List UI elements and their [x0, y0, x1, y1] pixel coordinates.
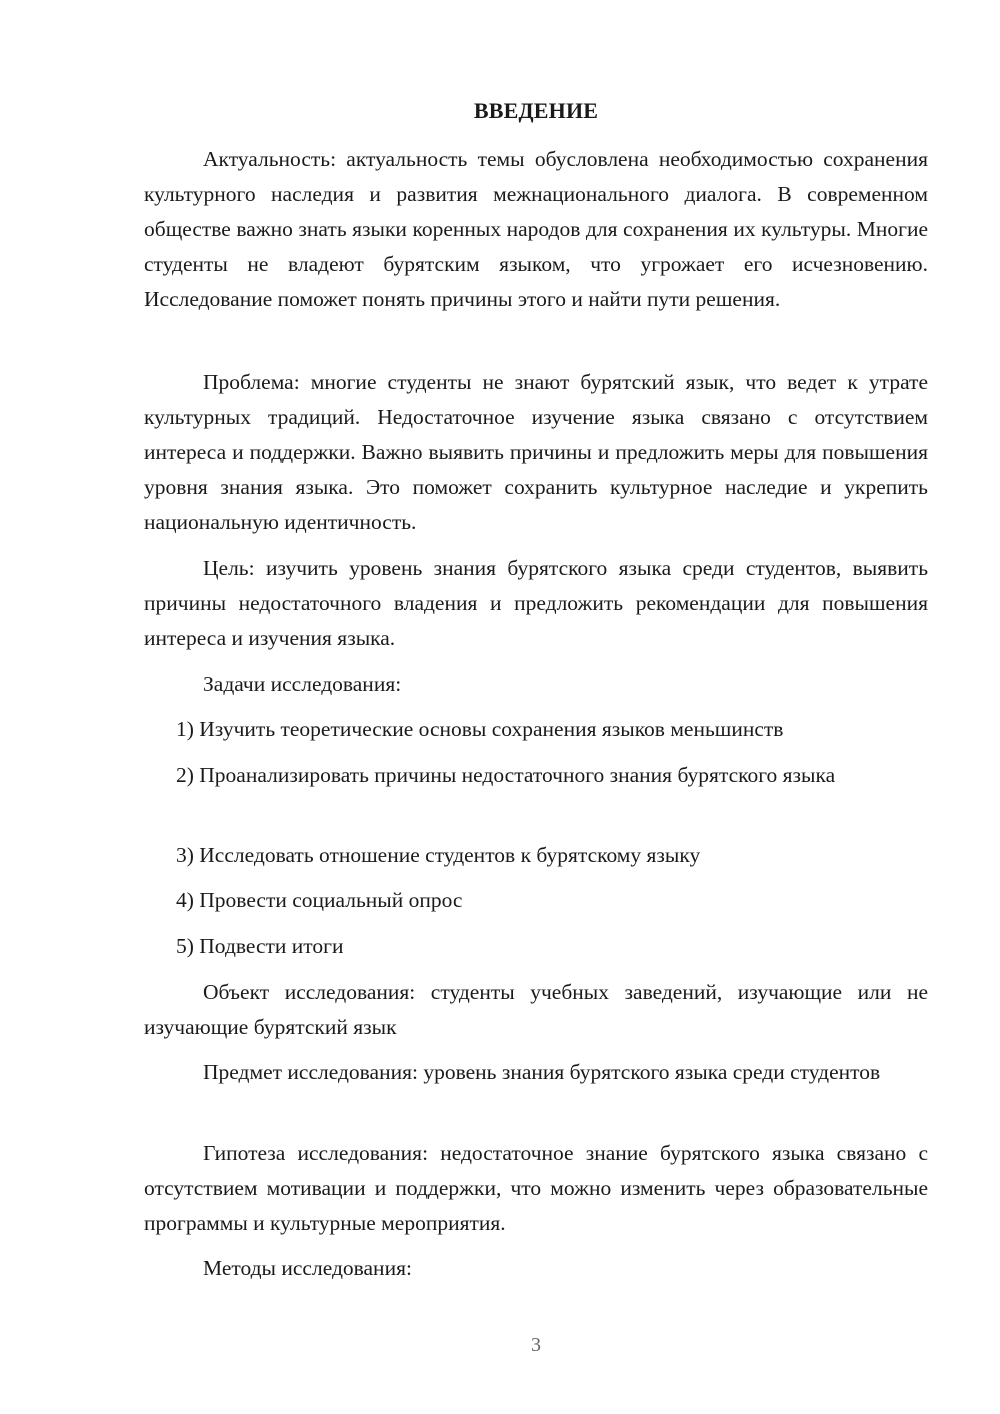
task-item: 1) Изучить теоретические основы сохранения языков меньшинств	[176, 717, 784, 741]
page-title: ВВЕДЕНИЕ	[473, 98, 599, 123]
paragraph-hypothesis: Гипотеза исследования: недостаточное знание бурятского языка связано с отсутствием мотивации и поддержки, что можно изменить через образовательные программы и культурные мероприятия.	[144, 1141, 928, 1235]
task-item: 5) Подвести итоги	[176, 934, 344, 958]
paragraph-object: Объект исследования: студенты учебных заведений, изучающие или не изучающие бурятский язык	[144, 980, 928, 1039]
task-item: 3) Исследовать отношение студентов к бурятскому языку	[176, 843, 701, 867]
task-item: 4) Провести социальный опрос	[176, 888, 463, 912]
methods-heading: Методы исследования:	[203, 1256, 412, 1280]
paragraph-relevance: Актуальность: актуальность темы обусловлена необходимостью сохранения культурного наследия и развития межнационального диалога. В современном обществе важно знать языки коренных народов для сохранения их культуры. Многие студенты не владеют бурятским языком, что угрожает его исчезновению. Исследование поможет понять причины этого и найти пути решения.	[144, 147, 928, 311]
page-number: 3	[531, 1334, 541, 1356]
tasks-heading: Задачи исследования:	[203, 672, 402, 696]
paragraph-problem: Проблема: многие студенты не знают бурятский язык, что ведет к утрате культурных традиций. Недостаточное изучение языка связано с отсутствием интереса и поддержки. Важно выявить причины и предложить меры для повышения уровня знания языка. Это поможет сохранить культурное наследие и укрепить национальную идентичность.	[144, 370, 928, 534]
paragraph-goal: Цель: изучить уровень знания бурятского языка среди студентов, выявить причины недостаточного владения и предложить рекомендации для повышения интереса и изучения языка.	[144, 556, 928, 650]
paragraph-subject: Предмет исследования: уровень знания бурятского языка среди студентов	[203, 1060, 881, 1084]
task-item: 2) Проанализировать причины недостаточного знания бурятского языка	[176, 763, 836, 787]
